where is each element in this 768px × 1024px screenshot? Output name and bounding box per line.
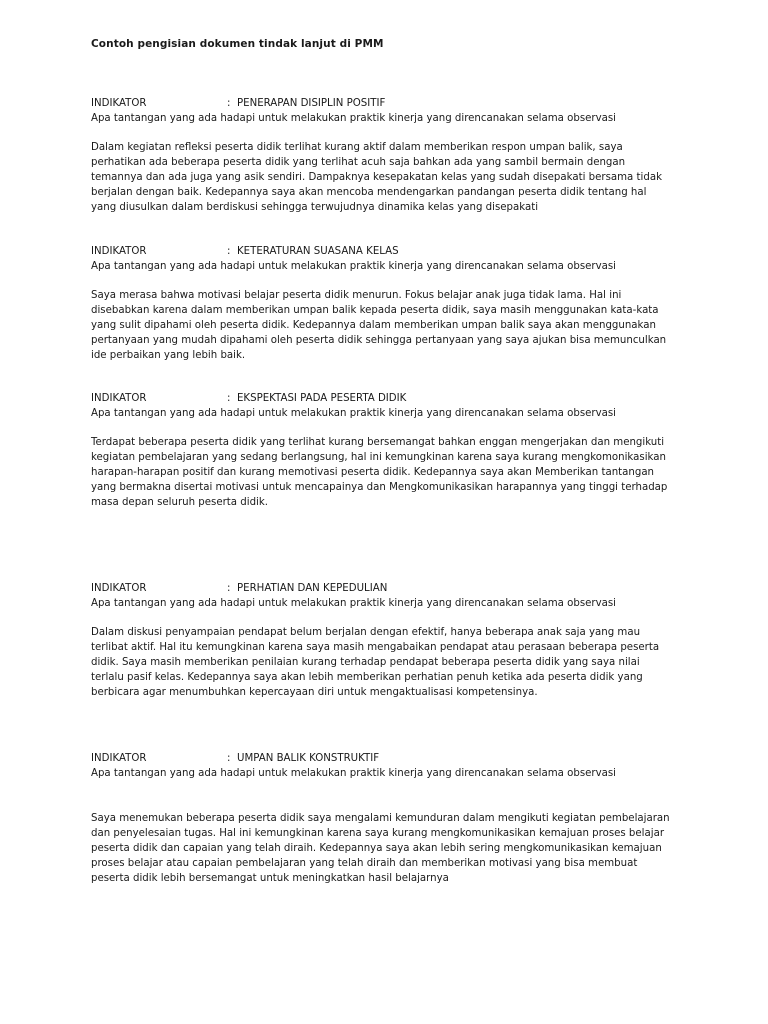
answer-line: masa depan seluruh peserta didik. <box>91 497 269 508</box>
indicator-separator: : <box>227 583 231 594</box>
indicator-value: EKSPEKTASI PADA PESERTA DIDIK <box>237 393 407 404</box>
indicator-section <box>91 751 731 886</box>
indicator-value: UMPAN BALIK KONSTRUKTIF <box>237 753 380 764</box>
question-text: Apa tantangan yang ada hadapi untuk melakukan praktik kinerja yang direncanakan selama observasi <box>91 113 617 124</box>
answer-line: Terdapat beberapa peserta didik yang terlihat kurang bersemangat bahkan enggan mengerjakan dan mengikuti <box>91 437 665 448</box>
answer-line: kegiatan pembelajaran yang sedang berlangsung, hal ini kemungkinan karena saya kurang mengkomonikasikan <box>91 452 666 463</box>
answer-line: Saya merasa bahwa motivasi belajar peserta didik menurun. Fokus belajar anak juga tidak lama. Hal ini <box>91 290 622 301</box>
answer-line: pertanyaan yang mudah dipahami oleh peserta didik sehingga pertanyaan yang saya ajukan bisa memunculkan <box>91 335 667 346</box>
answer-line: dan penyelesaian tugas. Hal ini kemungkinan karena saya kurang mengkomunikasikan kemajuan proses belajar <box>91 828 665 839</box>
answer-line: temannya dan ada juga yang asik sendiri. Dampaknya kesepakatan kelas yang sudah disepakati bersama tidak <box>91 172 662 183</box>
answer-line: didik. Saya masih memberikan penilaian kurang terhadap pendapat beberapa peserta didik yang saya nilai <box>91 657 640 668</box>
answer-paragraph <box>91 435 731 510</box>
answer-line: Dalam kegiatan refleksi peserta didik terlihat kurang aktif dalam memberikan respon umpan balik, saya <box>91 142 623 153</box>
indicator-label: INDIKATOR <box>91 393 147 404</box>
answer-line: peserta didik lebih bersemangat untuk meningkatkan hasil belajarnya <box>91 873 449 884</box>
answer-line: Dalam diskusi penyampaian pendapat belum berjalan dengan efektif, hanya beberapa anak saja yang mau <box>91 627 641 638</box>
question-text: Apa tantangan yang ada hadapi untuk melakukan praktik kinerja yang direncanakan selama observasi <box>91 598 617 609</box>
indicator-separator: : <box>227 246 231 257</box>
answer-line: disebabkan karena dalam memberikan umpan balik kepada peserta didik, saya masih menggunakan kata-kata <box>91 305 659 316</box>
indicator-label: INDIKATOR <box>91 246 147 257</box>
answer-paragraph <box>91 140 731 215</box>
indicator-label: INDIKATOR <box>91 98 147 109</box>
question-text: Apa tantangan yang ada hadapi untuk melakukan praktik kinerja yang direncanakan selama observasi <box>91 768 617 779</box>
answer-line: ide perbaikan yang lebih baik. <box>91 350 246 361</box>
indicator-line <box>91 391 731 406</box>
indicator-section <box>91 96 731 215</box>
indicator-separator: : <box>227 393 231 404</box>
answer-line: terlibat aktif. Hal itu kemungkinan karena saya masih mengabaikan pendapat atau perasaan beberapa peserta <box>91 642 660 653</box>
answer-line: Saya menemukan beberapa peserta didik saya mengalami kemunduran dalam mengikuti kegiatan pembelajaran <box>91 813 670 824</box>
answer-line: berbicara agar menumbuhkan kepercayaan diri untuk mengaktualisasi kompetensinya. <box>91 687 538 698</box>
answer-line: yang bermakna disertai motivasi untuk mencapainya dan Mengkomunikasikan harapannya yang tinggi terhadap <box>91 482 668 493</box>
answer-line: berjalan dengan baik. Kedepannya saya akan mencoba mendengarkan pandangan peserta didik tentang hal <box>91 187 647 198</box>
indicator-line <box>91 581 731 596</box>
answer-paragraph <box>91 625 731 700</box>
question-text: Apa tantangan yang ada hadapi untuk melakukan praktik kinerja yang direncanakan selama observasi <box>91 408 617 419</box>
indicator-separator: : <box>227 753 231 764</box>
question-text: Apa tantangan yang ada hadapi untuk melakukan praktik kinerja yang direncanakan selama observasi <box>91 261 617 272</box>
indicator-label: INDIKATOR <box>91 583 147 594</box>
answer-line: yang sulit dipahami oleh peserta didik. Kedepannya dalam memberikan umpan balik saya akan menggunakan <box>91 320 656 331</box>
answer-paragraph <box>91 811 731 886</box>
indicator-section <box>91 244 731 363</box>
answer-line: yang diusulkan dalam berdiskusi sehingga terwujudnya dinamika kelas yang disepakati <box>91 202 539 213</box>
answer-paragraph <box>91 288 731 363</box>
answer-line: proses belajar atau capaian pembelajaran yang telah diraih dan memberikan motivasi yang bisa membuat <box>91 858 638 869</box>
indicator-line <box>91 244 731 259</box>
indicator-section <box>91 581 731 700</box>
answer-line: perhatikan ada beberapa peserta didik yang terlihat acuh saja bahkan ada yang sambil bermain dengan <box>91 157 626 168</box>
document-page <box>91 36 731 884</box>
document-title: Contoh pengisian dokumen tindak lanjut di PMM <box>91 38 384 50</box>
indicator-value: PERHATIAN DAN KEPEDULIAN <box>237 583 388 594</box>
answer-line: harapan-harapan positif dan kurang memotivasi peserta didik. Kedepannya saya akan Memberikan tantangan <box>91 467 655 478</box>
indicator-value: PENERAPAN DISIPLIN POSITIF <box>237 98 386 109</box>
indicator-line <box>91 751 731 766</box>
indicator-section <box>91 391 731 510</box>
indicator-label: INDIKATOR <box>91 753 147 764</box>
indicator-value: KETERATURAN SUASANA KELAS <box>237 246 399 257</box>
answer-line: terlalu pasif kelas. Kedepannya saya akan lebih memberikan perhatian penuh ketika ada peserta didik yang <box>91 672 643 683</box>
answer-line: peserta didik dan capaian yang telah diraih. Kedepannya saya akan lebih sering mengkomunikasikan kemajuan <box>91 843 662 854</box>
indicator-separator: : <box>227 98 231 109</box>
indicator-line <box>91 96 731 111</box>
